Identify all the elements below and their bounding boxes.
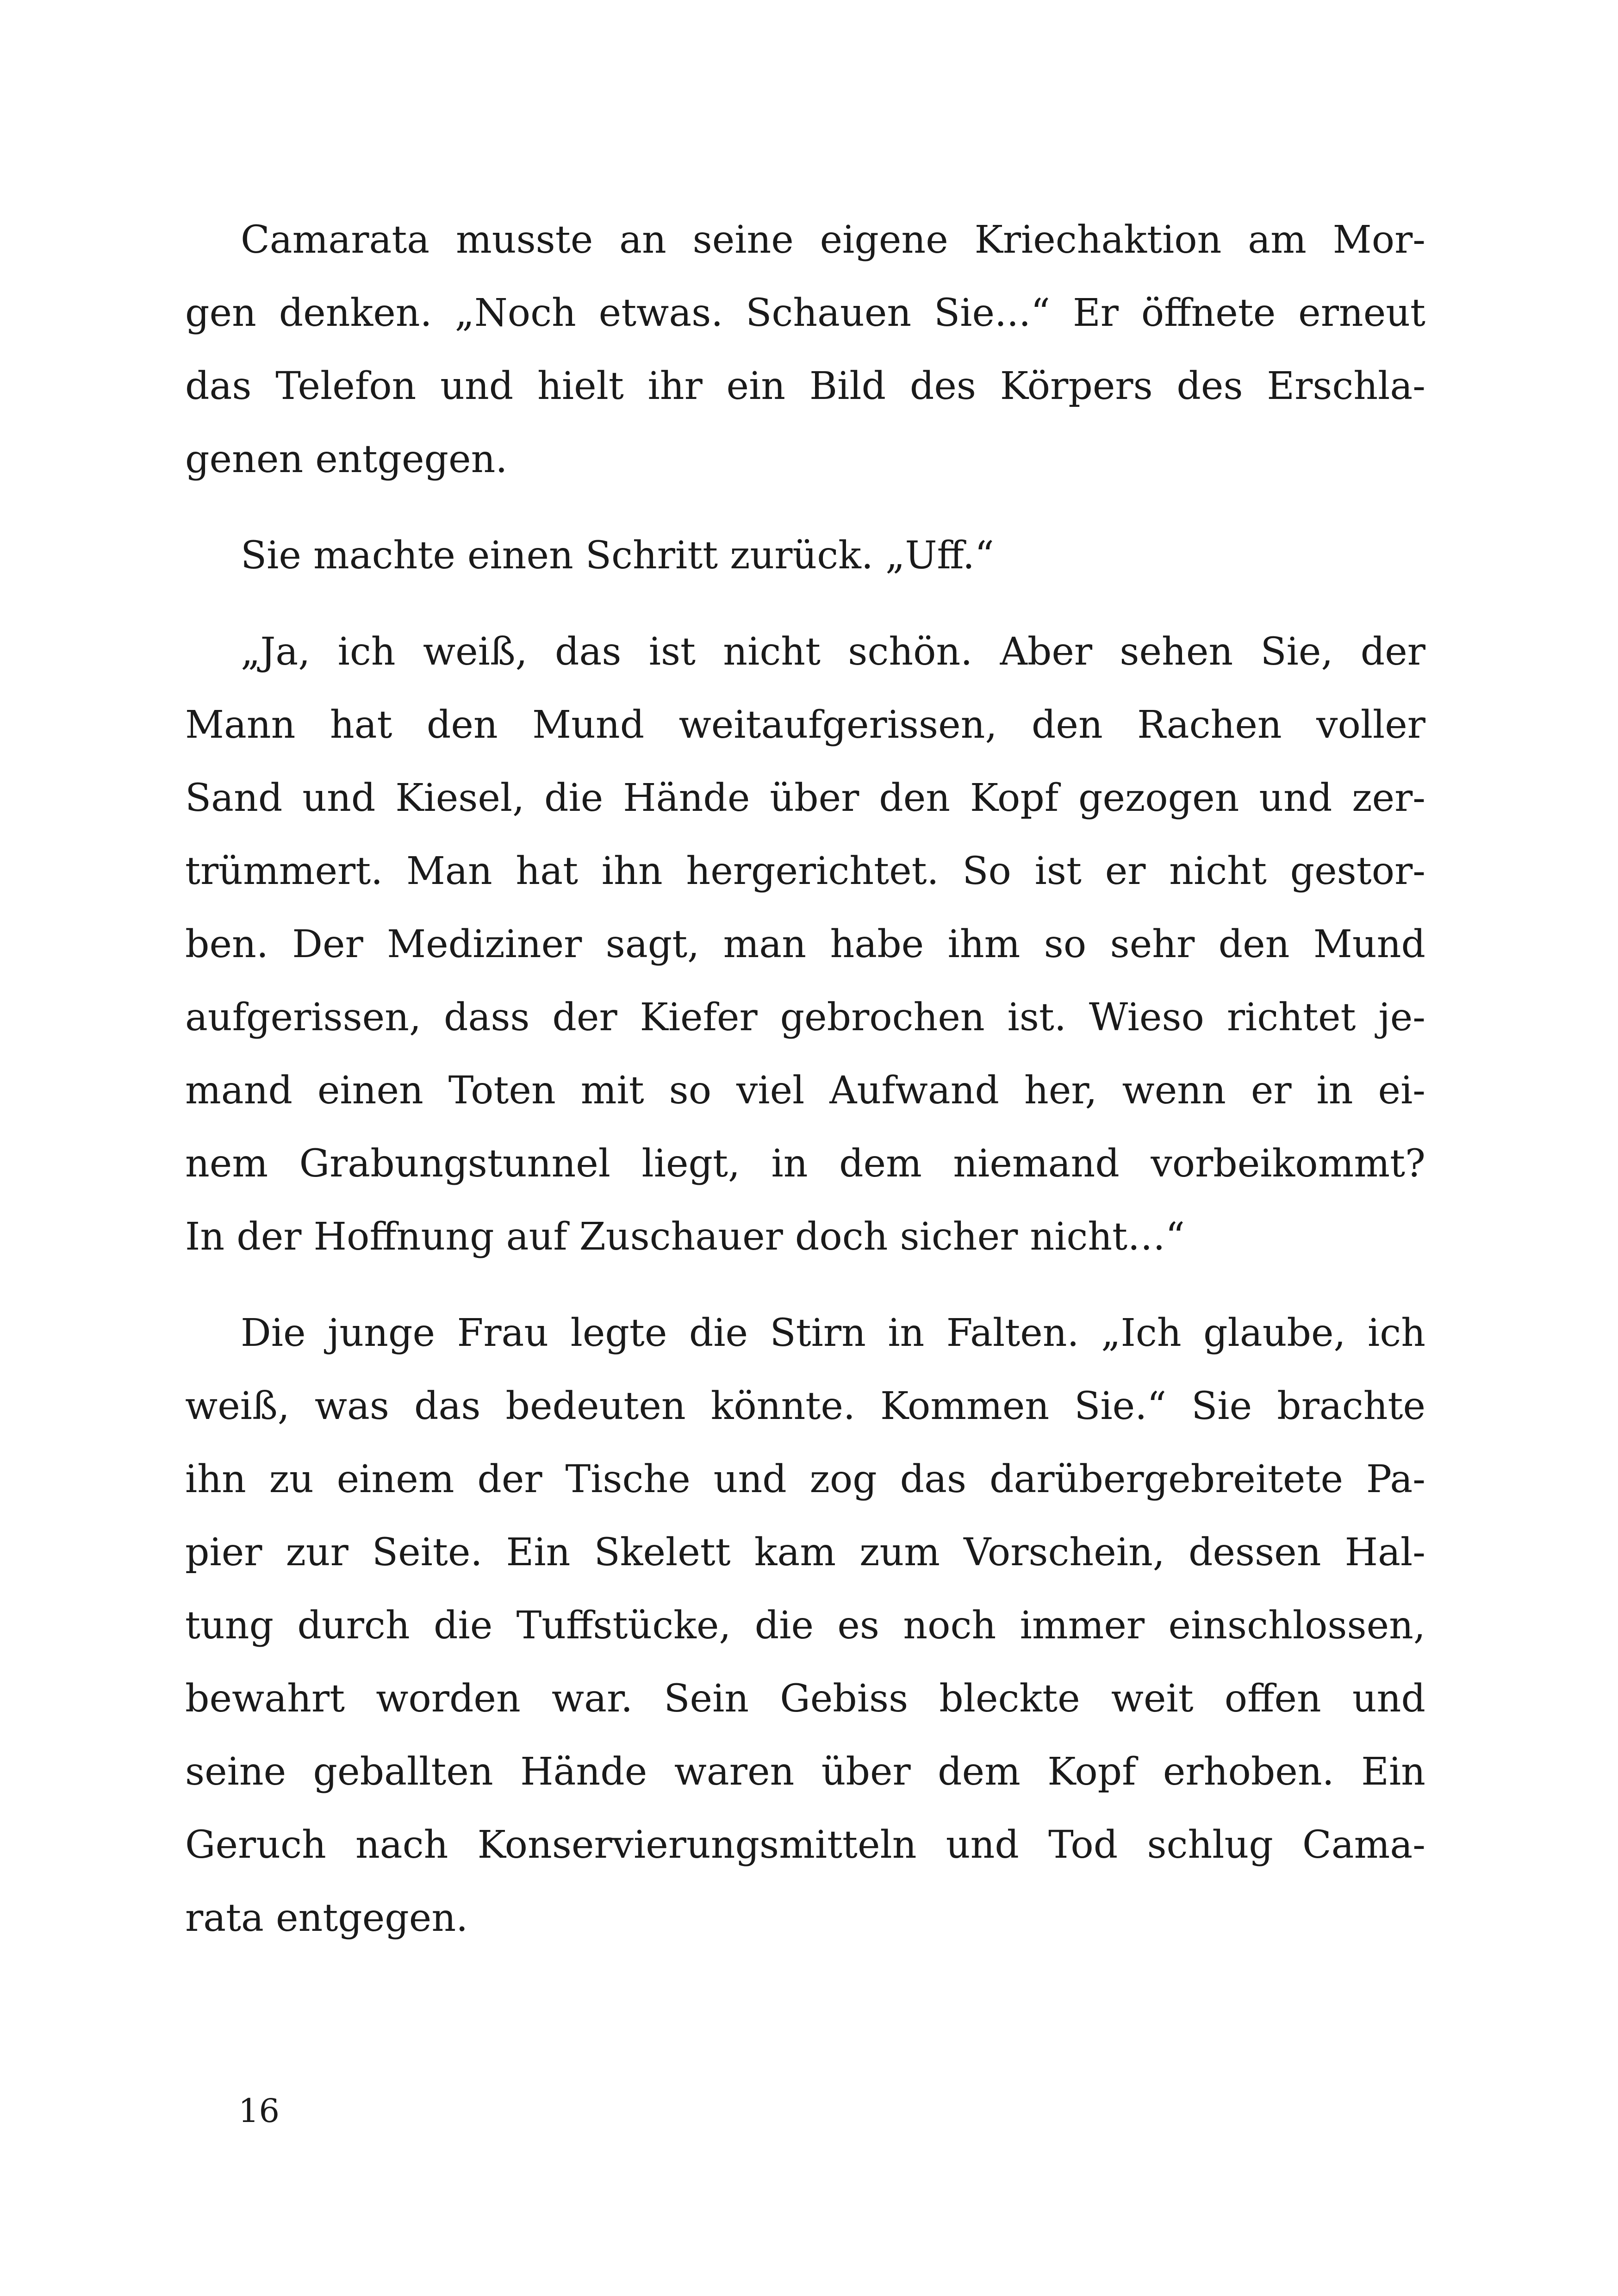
text-line: genen entgegen. xyxy=(185,437,508,481)
text-line: Geruch nach Konservierungsmitteln und Tod schlug Cama- xyxy=(185,1823,1425,1867)
text-line: weiß, was das bedeuten könnte. Kommen Sie.“ Sie brachte xyxy=(185,1384,1425,1428)
page-number: 16 xyxy=(238,2092,280,2130)
text-line: aufgerissen, dass der Kiefer gebrochen ist. Wieso richtet je- xyxy=(185,996,1425,1039)
text-line: seine geballten Hände waren über dem Kopf erhoben. Ein xyxy=(185,1750,1425,1794)
text-line: In der Hoffnung auf Zuschauer doch sicher nicht…“ xyxy=(185,1215,1185,1259)
paragraph-4 xyxy=(185,1297,1425,1955)
text-line: gen denken. „Noch etwas. Schauen Sie...“ Er öffnete erneut xyxy=(185,291,1425,335)
paragraph-1 xyxy=(185,204,1425,496)
text-line: ihn zu einem der Tische und zog das darübergebreitete Pa- xyxy=(185,1457,1425,1501)
paragraph-2 xyxy=(185,519,1425,592)
text-line: Sie machte einen Schritt zurück. „Uff.“ xyxy=(241,534,994,578)
text-line: ben. Der Mediziner sagt, man habe ihm so sehr den Mund xyxy=(185,922,1425,966)
text-line: mand einen Toten mit so viel Aufwand her, wenn er in ei- xyxy=(185,1069,1425,1113)
text-line: Die junge Frau legte die Stirn in Falten. „Ich glaube, ich xyxy=(241,1311,1425,1355)
text-line: Mann hat den Mund weitaufgerissen, den Rachen voller xyxy=(185,703,1425,747)
text-line: trümmert. Man hat ihn hergerichtet. So ist er nicht gestor- xyxy=(185,849,1425,893)
paragraph-3 xyxy=(185,616,1425,1274)
text-line: Sand und Kiesel, die Hände über den Kopf gezogen und zer- xyxy=(185,776,1425,820)
body-text xyxy=(185,204,1425,1978)
text-line: tung durch die Tuffstücke, die es noch immer einschlossen, xyxy=(185,1604,1425,1648)
text-line: pier zur Seite. Ein Skelett kam zum Vorschein, dessen Hal- xyxy=(185,1531,1425,1574)
text-line: bewahrt worden war. Sein Gebiss bleckte weit offen und xyxy=(185,1677,1425,1721)
text-line: „Ja, ich weiß, das ist nicht schön. Aber sehen Sie, der xyxy=(241,630,1425,674)
text-line: nem Grabungstunnel liegt, in dem niemand vorbeikommt? xyxy=(185,1142,1425,1186)
text-line: rata entgegen. xyxy=(185,1896,468,1940)
text-line: das Telefon und hielt ihr ein Bild des Körpers des Erschla- xyxy=(185,364,1425,408)
text-line: Camarata musste an seine eigene Kriechaktion am Mor- xyxy=(241,218,1425,262)
